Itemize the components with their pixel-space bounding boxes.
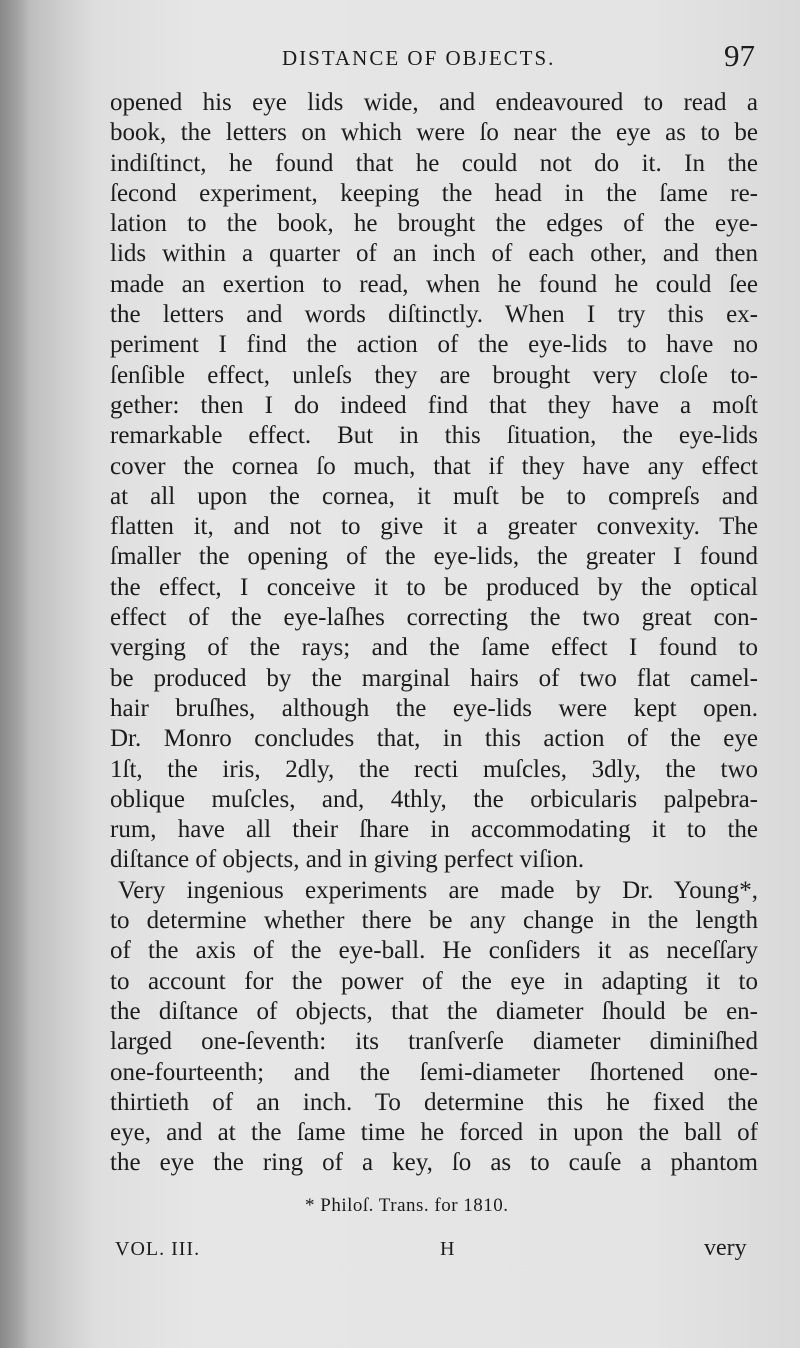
text-line: verging of the rays; and the ſame effect I found to: [110, 634, 758, 662]
text-line: opened his eye lids wide, and endeavoured to read a: [110, 89, 758, 116]
text-line: Dr. Monro concludes that, in this action of the eye: [110, 725, 758, 753]
text-line: gether: then I do indeed find that they have a moſt: [110, 391, 758, 419]
text-line: diſtance of objects, and in giving perfect viſion.: [110, 846, 585, 874]
text-line: rum, have all their ſhare in accommodating it to the: [110, 816, 758, 844]
running-head: DISTANCE OF OBJECTS.: [282, 46, 556, 70]
text-line: the effect, I conceive it to be produced by the optical: [110, 573, 758, 601]
text-line: the diſtance of objects, that the diameter ſhould be en-: [110, 997, 758, 1025]
text-line: book, the letters on which were ſo near the eye as to be: [110, 119, 758, 147]
volume-label: VOL. III.: [115, 1238, 201, 1260]
text-line: larged one-ſeventh: its tranſverſe diameter diminiſhed: [110, 1028, 758, 1056]
body-text: [110, 88, 758, 1179]
page-edge-shadow: [0, 0, 30, 1348]
text-line: cover the cornea ſo much, that if they have any effect: [110, 452, 758, 480]
text-line: hair bruſhes, although the eye-lids were kept open.: [110, 694, 758, 722]
text-line: to determine whether there be any change in the length: [110, 907, 758, 935]
text-line: made an exertion to read, when he found he could ſee: [110, 270, 758, 298]
page-footer: [0, 1235, 800, 1268]
text-line: effect of the eye-laſhes correcting the two great con-: [110, 604, 758, 632]
text-line: thirtieth of an inch. To determine this he fixed the: [110, 1088, 758, 1116]
catchword: very: [704, 1235, 747, 1261]
text-line: the eye the ring of a key, ſo as to cauſe a phantom: [110, 1149, 758, 1177]
text-line: oblique muſcles, and, 4thly, the orbicularis palpebra-: [110, 785, 758, 813]
text-line: ſenſible effect, unleſs they are brought very cloſe to-: [110, 361, 758, 389]
text-line: of the axis of the eye-ball. He conſiders it as neceſſary: [110, 937, 758, 965]
page-number: 97: [724, 38, 755, 73]
text-line: ſmaller the opening of the eye-lids, the greater I found: [110, 543, 758, 571]
text-line: remarkable effect. But in this ſituation, the eye-lids: [110, 422, 758, 450]
text-line: indiſtinct, he found that he could not do it. In the: [110, 149, 758, 177]
text-line: flatten it, and not to give it a greater convexity. The: [110, 513, 758, 541]
text-line: at all upon the cornea, it muſt be to compreſs and: [110, 482, 758, 510]
footnote: * Philoſ. Trans. for 1810.: [305, 1195, 509, 1216]
text-line: periment I find the action of the eye-lids to have no: [110, 331, 758, 359]
text-line: one-fourteenth; and the ſemi-diameter ſhortened one-: [110, 1058, 758, 1086]
signature-mark: H: [440, 1238, 455, 1260]
text-line: 1ſt, the iris, 2dly, the recti muſcles, 3dly, the two: [110, 755, 758, 783]
text-line: Very ingenious experiments are made by Dr. Young*,: [118, 876, 758, 904]
page-header: [0, 38, 800, 78]
text-line: be produced by the marginal hairs of two flat camel-: [110, 664, 758, 692]
text-line: ſecond experiment, keeping the head in the ſame re-: [110, 179, 758, 207]
text-line: lation to the book, he brought the edges of the eye-: [110, 210, 758, 238]
text-line: the letters and words diſtinctly. When I try this ex-: [110, 301, 758, 329]
text-line: lids within a quarter of an inch of each other, and then: [110, 240, 758, 268]
text-line: to account for the power of the eye in adapting it to: [110, 967, 758, 995]
text-line: eye, and at the ſame time he forced in upon the ball of: [110, 1119, 758, 1147]
